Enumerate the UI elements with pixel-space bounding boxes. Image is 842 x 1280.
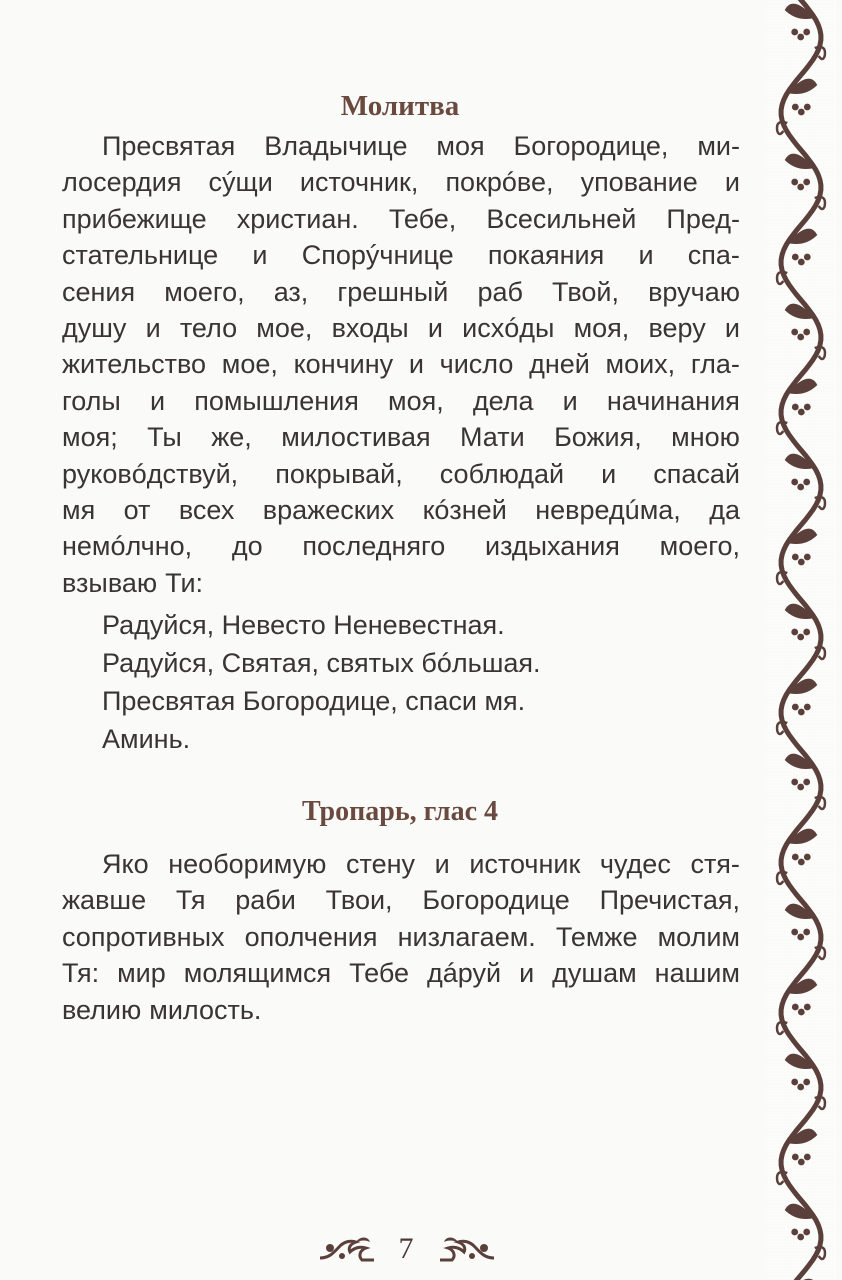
prayer-line: мя от всех вражеских кóзней невредúма, да xyxy=(62,494,740,525)
prayer-line: лосердия сýщи источник, покрóве, упование и xyxy=(62,167,740,198)
right-flourish-icon xyxy=(436,1234,498,1264)
prayer-line: голы и помышления моя, дела и начинания xyxy=(62,385,740,416)
troparion-line: Яко необоримую стену и источник чудес стя- xyxy=(102,849,740,879)
troparion-line: Тя: мир молящимся Тебе дáруй и душам нашим xyxy=(62,958,740,989)
prayer-line: взываю Ти: xyxy=(62,567,204,598)
prayer-line: сения моего, аз, грешный раб Твой, вручаю xyxy=(62,276,740,307)
left-flourish-icon xyxy=(316,1234,378,1264)
heading-prayer: Молитва xyxy=(340,90,460,122)
vine-ornament-icon xyxy=(766,0,836,1280)
troparion-text xyxy=(62,846,740,1028)
prayer-line: прибежище христиан. Тебе, Всесильней Пред- xyxy=(62,203,740,234)
prayer-line: моя; Ты же, милостивая Мати Божия, мною xyxy=(62,422,740,453)
prayer-line: Пресвятая Владычице моя Богородице, ми- xyxy=(102,131,740,161)
troparion-line: сопротивных ополчения низлагаем. Темже молим xyxy=(62,921,740,952)
acclamation-line: Радуйся, Невесто Неневестная. xyxy=(102,610,505,640)
heading-troparion: Тропарь, глас 4 xyxy=(301,796,499,827)
prayer-line: душу и тело мое, входы и исхóды моя, веру и xyxy=(62,312,740,343)
page-number: 7 xyxy=(398,1232,414,1265)
troparion-line: велию милость. xyxy=(62,994,262,1025)
decorative-border xyxy=(766,0,836,1280)
prayer-line: немóлчно, до последняго издыхания моего, xyxy=(62,531,740,562)
acclamation-line: Аминь. xyxy=(102,724,191,754)
troparion-line: жавше Тя раби Твои, Богородице Пречистая, xyxy=(62,885,740,916)
prayer-line: стательнице и Спорýчнице покаяния и спа- xyxy=(62,240,740,271)
prayer-line: руковóдствуй, покрывай, соблюдай и спасай xyxy=(62,458,740,489)
acclamation-line: Радуйся, Святая, святых бóльшая. xyxy=(102,648,541,678)
prayer-line: жительство мое, кончину и число дней моих, гла- xyxy=(62,349,740,380)
prayer-text xyxy=(62,128,740,601)
page-footer xyxy=(0,1230,842,1270)
acclamation-line: Пресвятая Богородице, спаси мя. xyxy=(102,686,526,716)
